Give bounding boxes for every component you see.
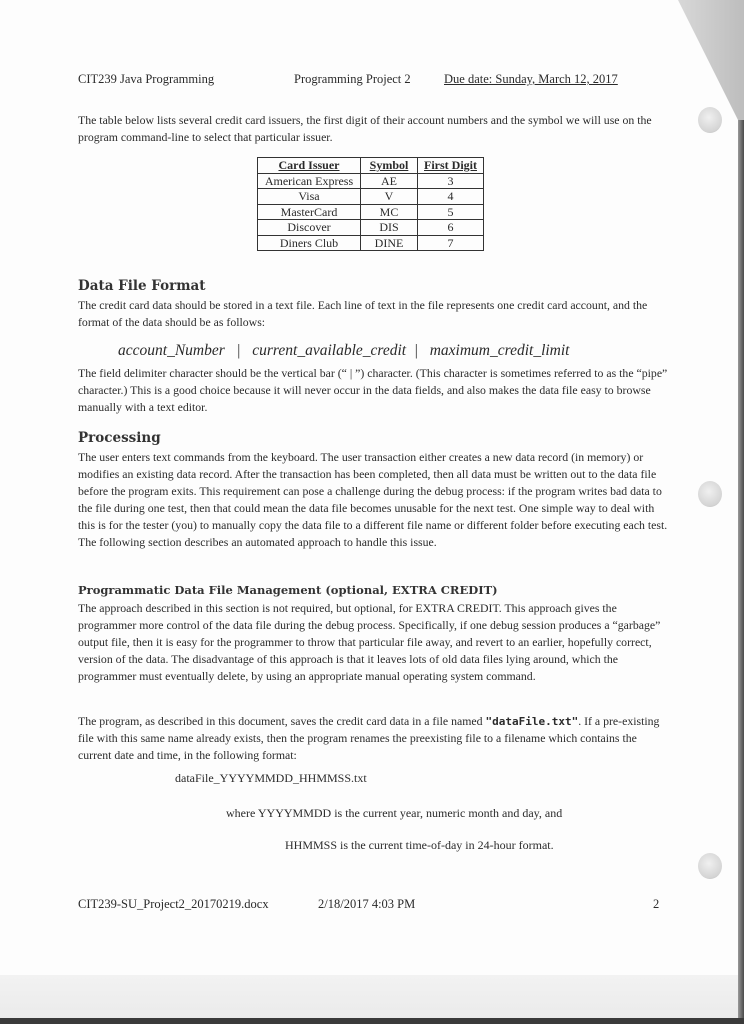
column-header: Card Issuer	[258, 158, 361, 174]
footer-filename: CIT239-SU_Project2_20170219.docx	[78, 897, 269, 911]
data-filename: "dataFile.txt"	[485, 715, 579, 728]
filename-format: dataFile_YYYYMMDD_HHMMSS.txt	[175, 771, 367, 785]
table-cell: MasterCard	[258, 204, 361, 220]
column-header: Symbol	[361, 158, 418, 174]
table-cell: Diners Club	[258, 235, 361, 251]
table-cell: American Express	[258, 173, 361, 189]
section-heading-processing: Processing	[78, 430, 161, 446]
header-due-date: Due date: Sunday, March 12, 2017	[444, 72, 618, 86]
programmatic-paragraph: The approach described in this section is not required, but optional, for EXTRA CREDIT. This approach gives the programmer more control of the data file during the debug process. Specifically, if one debug session produces a “garbage” output file, then it is easy for the programmer to throw that particular file away, and revert to an earlier, hopefully correct, version of the data. The disadvantage of this approach is that it leaves lots of old data files lying around, which the programmer must eventually delete, by using an appropriate manual operating system command.	[78, 601, 661, 683]
table-cell: MC	[361, 204, 418, 220]
where-time-line: HHMMSS is the current time-of-day in 24-hour format.	[285, 838, 554, 852]
table-row	[258, 235, 484, 251]
footer-timestamp: 2/18/2017 4:03 PM	[318, 897, 416, 911]
where-date-line: where YYYYMMDD is the current year, numeric month and day, and	[226, 806, 563, 820]
table-header-row	[258, 158, 484, 174]
section-heading-data-file-format: Data File Format	[78, 278, 206, 294]
data-file-format-paragraph: The credit card data should be stored in a text file. Each line of text in the file represents one credit card account, and the format of the data should be as follows:	[78, 298, 648, 329]
table-cell: AE	[361, 173, 418, 189]
header-course: CIT239 Java Programming	[78, 72, 215, 86]
table-cell: Visa	[258, 189, 361, 205]
table-cell: DIS	[361, 220, 418, 236]
table-cell: 3	[418, 173, 484, 189]
section-heading-programmatic: Programmatic Data File Management (optional, EXTRA CREDIT)	[78, 583, 498, 597]
table-cell: V	[361, 189, 418, 205]
table-row	[258, 204, 484, 220]
footer-page-number: 2	[653, 897, 660, 911]
table-cell: 5	[418, 204, 484, 220]
rename-text-after: . If a pre-existing file with this same name already exists, then the program renames the preexisting file to a filename which contains the current date and time, in the following format:	[78, 714, 660, 762]
header-project: Programming Project 2	[294, 72, 411, 86]
delimiter-paragraph: The field delimiter character should be the vertical bar (“ | ”) character. (This character is sometimes referred to as the “pipe” character.) This is a good choice because it will never occur in the data fields, and also makes the data file easy to browse manually with a text editor.	[78, 366, 668, 414]
table-cell: 7	[418, 235, 484, 251]
issuer-table	[257, 157, 484, 251]
rename-text-before: The program, as described in this document, saves the credit card data in a file named	[78, 714, 486, 728]
table-row	[258, 173, 484, 189]
table-row	[258, 220, 484, 236]
table-cell: 4	[418, 189, 484, 205]
table-cell: DINE	[361, 235, 418, 251]
processing-paragraph: The user enters text commands from the keyboard. The user transaction either creates a new data record (in memory) or modifies an existing data record. After the transaction has been completed, then all data must be written out to the data file before the program exits. This requirement can pose a challenge during the debug process: if the program writes bad data to the file during one test, then that could mean the data file becomes unusable for the next test. One simple way to deal with this is for the tester (you) to manually copy the data file to a different file name or different folder before executing each test. The following section describes an automated approach to handle this issue.	[78, 450, 668, 549]
table-cell: Discover	[258, 220, 361, 236]
intro-paragraph: The table below lists several credit card issuers, the first digit of their account numbers and the symbol we will use on the program command-line to select that particular issuer.	[78, 113, 652, 144]
table-cell: 6	[418, 220, 484, 236]
table-row	[258, 189, 484, 205]
rename-paragraph	[78, 713, 668, 764]
column-header: First Digit	[418, 158, 484, 174]
record-format-line: account_Number | current_available_credit | maximum_credit_limit	[118, 342, 570, 359]
